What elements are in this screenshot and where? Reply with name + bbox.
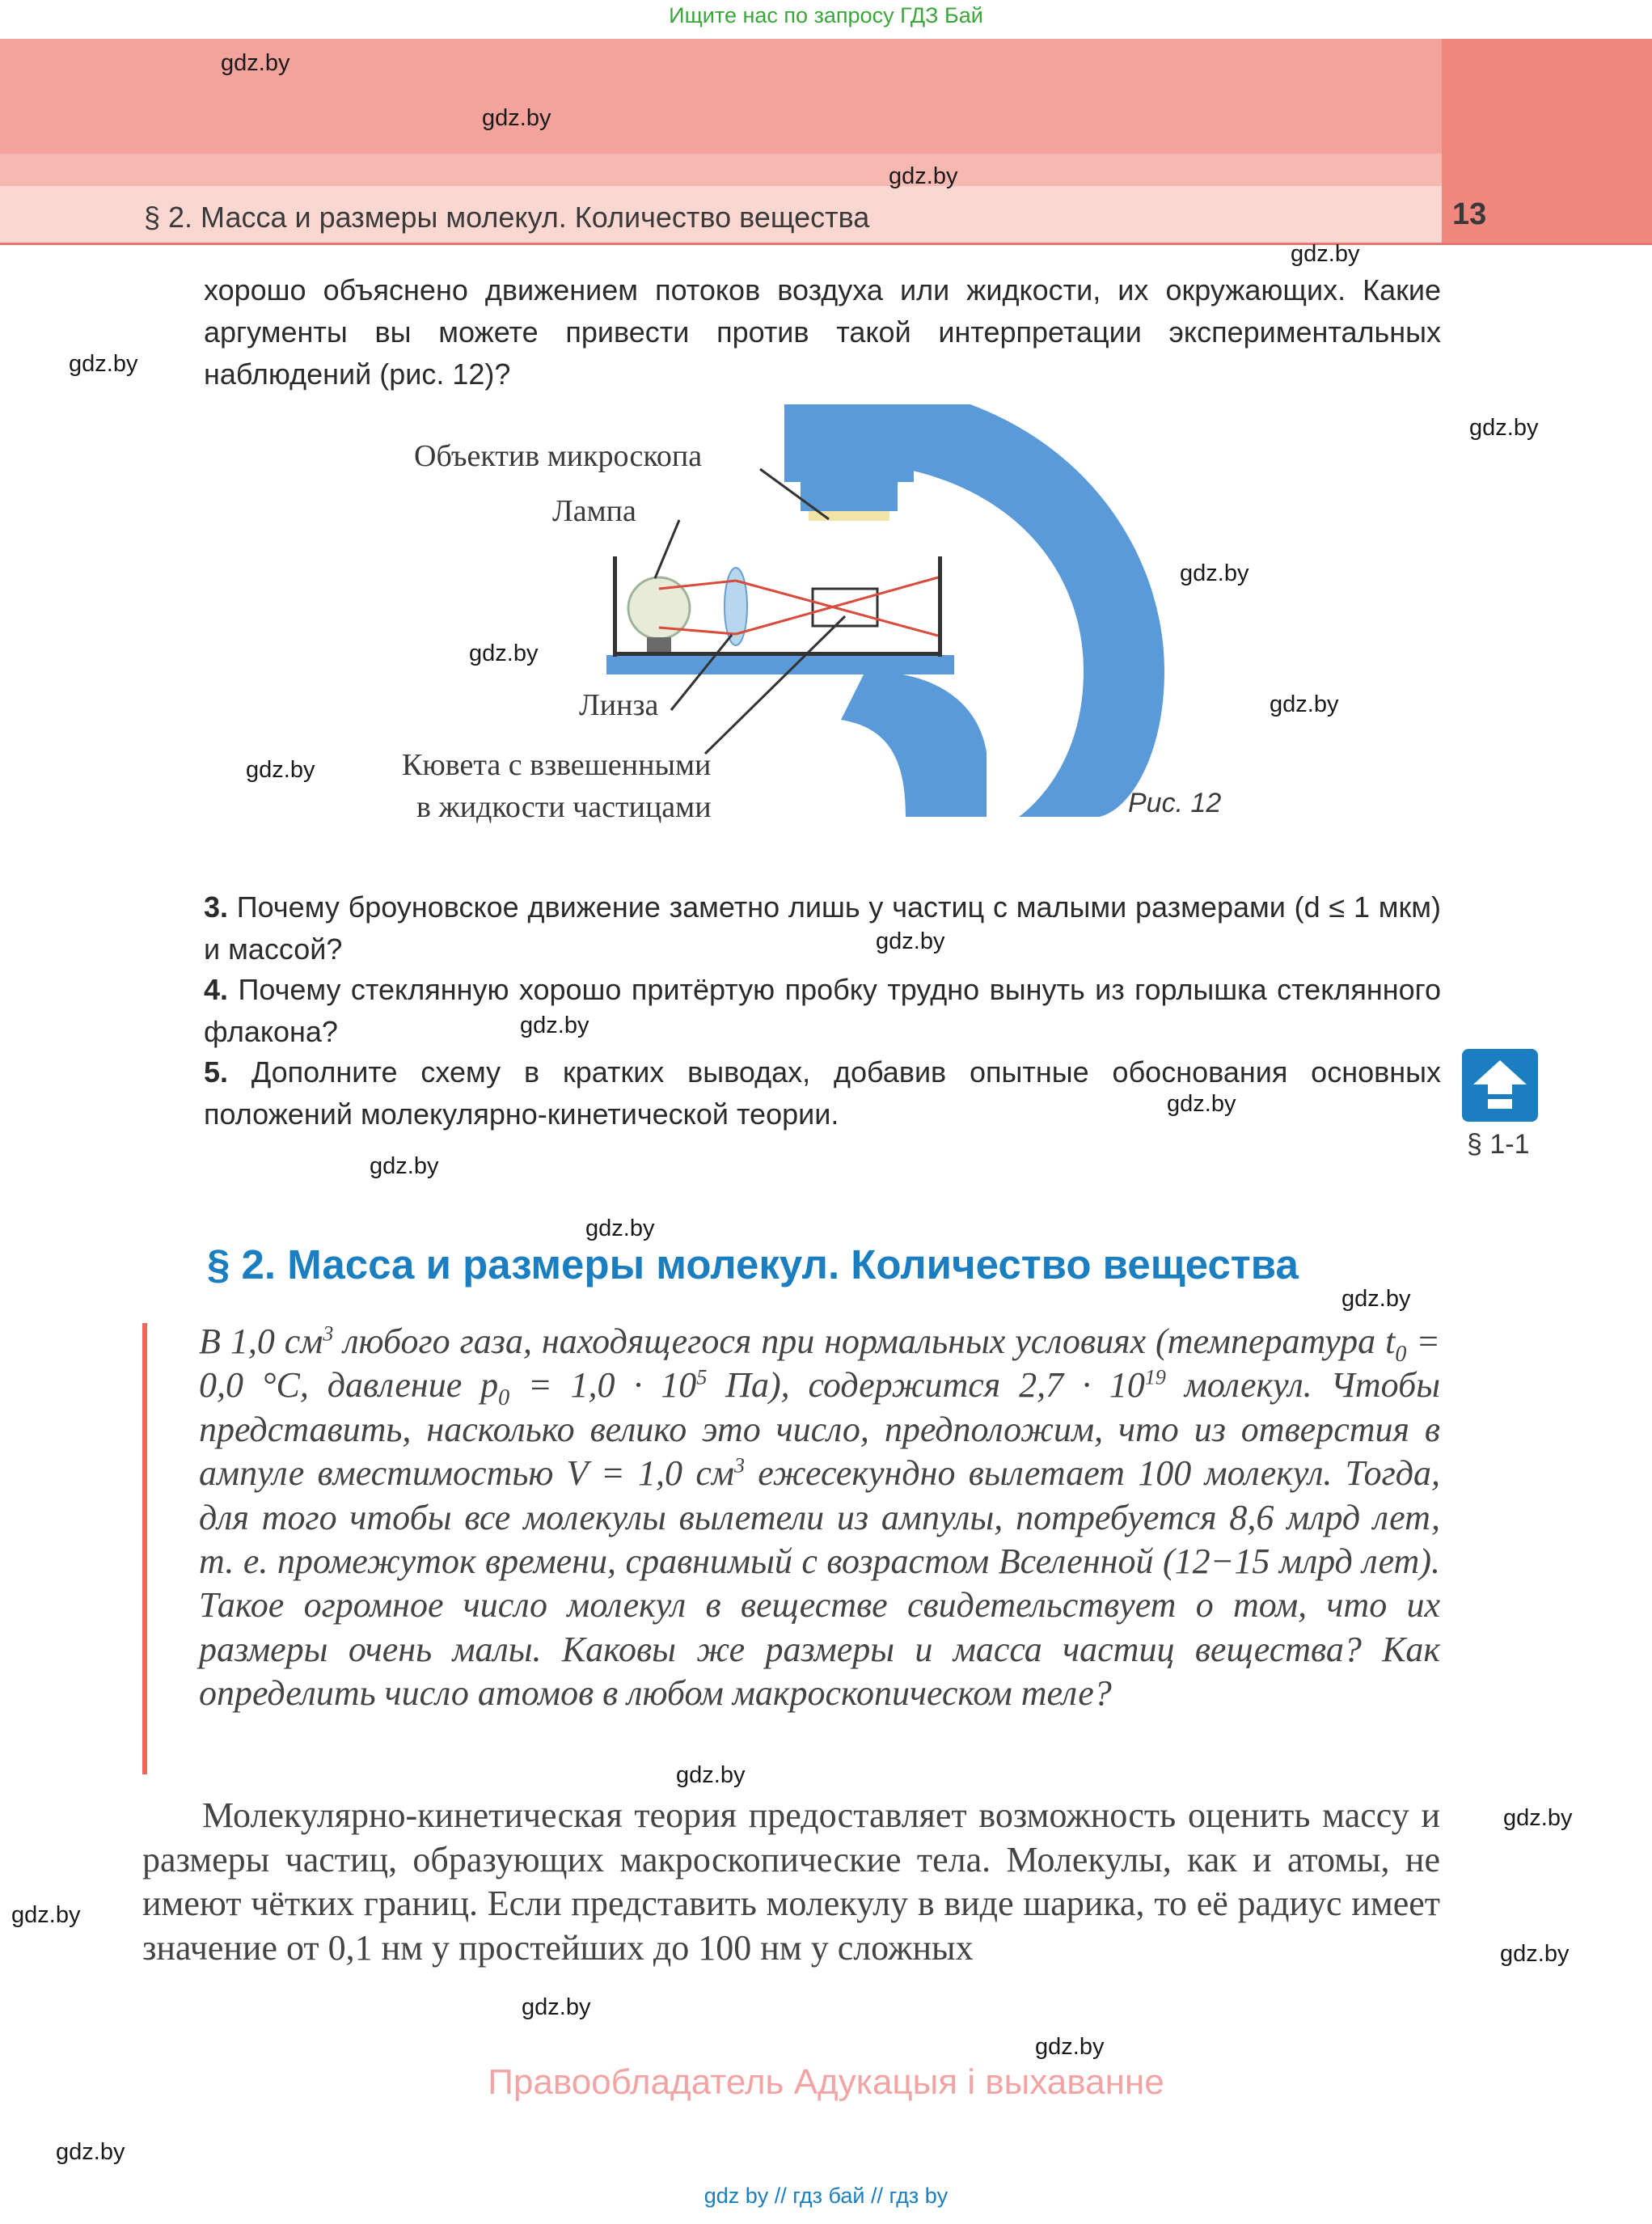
bottom-links[interactable]: gdz by // гдз бай // гдз by — [703, 2184, 949, 2208]
label-lens: Линза — [579, 688, 659, 722]
question-3 — [204, 886, 1441, 970]
watermark: gdz.by — [876, 928, 945, 954]
objective-tube — [784, 404, 914, 482]
label-lamp: Лампа — [552, 494, 636, 528]
question-number: 4. — [204, 973, 229, 1006]
watermark: gdz.by — [676, 1762, 746, 1788]
question-number: 3. — [204, 890, 229, 924]
label-cuvette-line1: Кювета с взвешенными — [402, 748, 712, 782]
watermark: gdz.by — [1035, 2034, 1105, 2060]
intro-accent-bar — [142, 1323, 147, 1774]
question-text: Дополните схему в кратких выводах, добавив опытные обоснования основных положений молекулярно-кинетической теории. — [204, 1055, 1441, 1131]
home-arrow-icon[interactable] — [1460, 1047, 1540, 1123]
question-number: 5. — [204, 1055, 229, 1089]
watermark: gdz.by — [1500, 1941, 1570, 1967]
header-band — [0, 39, 1442, 154]
watermark: gdz.by — [221, 50, 290, 76]
tray-floor — [613, 652, 942, 656]
pointer-lamp — [655, 520, 679, 578]
watermark: gdz.by — [1167, 1091, 1236, 1117]
question-text: Почему броуновское движение заметно лишь у частиц с малыми размерами (d ≤ 1 мкм) и массой? — [204, 890, 1441, 966]
page-number: 13 — [1452, 197, 1487, 231]
question-4 — [204, 969, 1441, 1053]
cuvette — [813, 589, 877, 626]
watermark: gdz.by — [1341, 1286, 1411, 1312]
top-search-hint[interactable]: Ищите нас по запросу ГДЗ Бай — [669, 3, 983, 27]
figure-caption: Рис. 12 — [1128, 788, 1222, 818]
microscope-neck — [841, 671, 987, 817]
watermark: gdz.by — [11, 1902, 81, 1928]
header-band-middle — [0, 154, 1442, 186]
watermark: gdz.by — [482, 105, 551, 131]
question-text: Почему стеклянную хорошо притёртую пробку трудно вынуть из горлышка стеклянного флакона? — [204, 973, 1441, 1048]
watermark: gdz.by — [1469, 415, 1539, 441]
watermark: gdz.by — [1270, 691, 1339, 717]
watermark: gdz.by — [522, 1994, 591, 2020]
watermark: gdz.by — [585, 1216, 655, 1241]
watermark: gdz.by — [1503, 1805, 1573, 1831]
microscope-stage — [606, 655, 954, 674]
header-divider — [0, 243, 1652, 245]
watermark: gdz.by — [520, 1013, 589, 1038]
continued-paragraph: хорошо объяснено движением потоков воздуха или жидкости, их окружающих. Какие аргументы вы можете привести против такой интерпретации экспериментальных наблюдений (рис. 12)? — [204, 273, 1441, 391]
watermark: gdz.by — [246, 757, 315, 783]
watermark: gdz.by — [370, 1153, 439, 1179]
tray-left-wall — [613, 556, 617, 657]
label-objective: Объектив микроскопа — [414, 439, 703, 473]
running-title: § 2. Масса и размеры молекул. Количество вещества — [144, 201, 870, 234]
lamp-base — [647, 637, 671, 652]
section-title: § 2. Масса и размеры молекул. Количество вещества — [207, 1241, 1299, 1287]
objective-lens-housing — [801, 482, 898, 511]
watermark: gdz.by — [469, 641, 539, 666]
pointer-cuvette — [705, 616, 845, 754]
question-5 — [204, 1051, 1441, 1135]
watermark: gdz.by — [1291, 241, 1360, 267]
nav-section-ref[interactable]: § 1-1 — [1467, 1129, 1530, 1160]
copyright-notice: Правообладатель Адукацыя і выхаванне — [488, 2062, 1164, 2102]
watermark: gdz.by — [56, 2139, 125, 2165]
label-cuvette-line2: в жидкости частицами — [416, 790, 712, 824]
tray-right-wall — [938, 556, 942, 657]
watermark: gdz.by — [69, 351, 138, 377]
intro-text: В 1,0 $см^3$ любого газа, находящегося при нормальных условиях (температура $t_0 = 0,0$ °C, давление $p_0 = 1,0 \cdot 10^5$ Па), содержится $2,7 \cdot 10^{19}$ молекул. Чтобы представить, насколько велико это число, предположим, что из отверстия в ампуле вместимостью V = 1,0 $см^3$ ежесекундно вылетает 100 молекул. Тогда, для того чтобы все молекулы вылетели из ампулы, потребуется 8,6 млрд лет, т. е. промежуток времени, сравнимый с возрастом Вселенной (12−15 млрд лет). Такое огромное число молекул в веществе свидетельствует о том, что их размеры очень малы. Каковы же размеры и масса частиц вещества? Как определить число атомов в любом макроскопическом теле? — [199, 1321, 1440, 1714]
main-paragraph: Молекулярно-кинетическая теория предоставляет возможность оценить массу и размеры частиц, образующих макроскопические тела. Молекулы, как и атомы, не имеют чётких границ. Если представить молекулу в виде шарика, то её радиус имеет значение от 0,1 нм у простейших до 100 нм у сложных — [142, 1795, 1440, 1968]
watermark: gdz.by — [1180, 560, 1249, 586]
watermark: gdz.by — [889, 163, 958, 189]
